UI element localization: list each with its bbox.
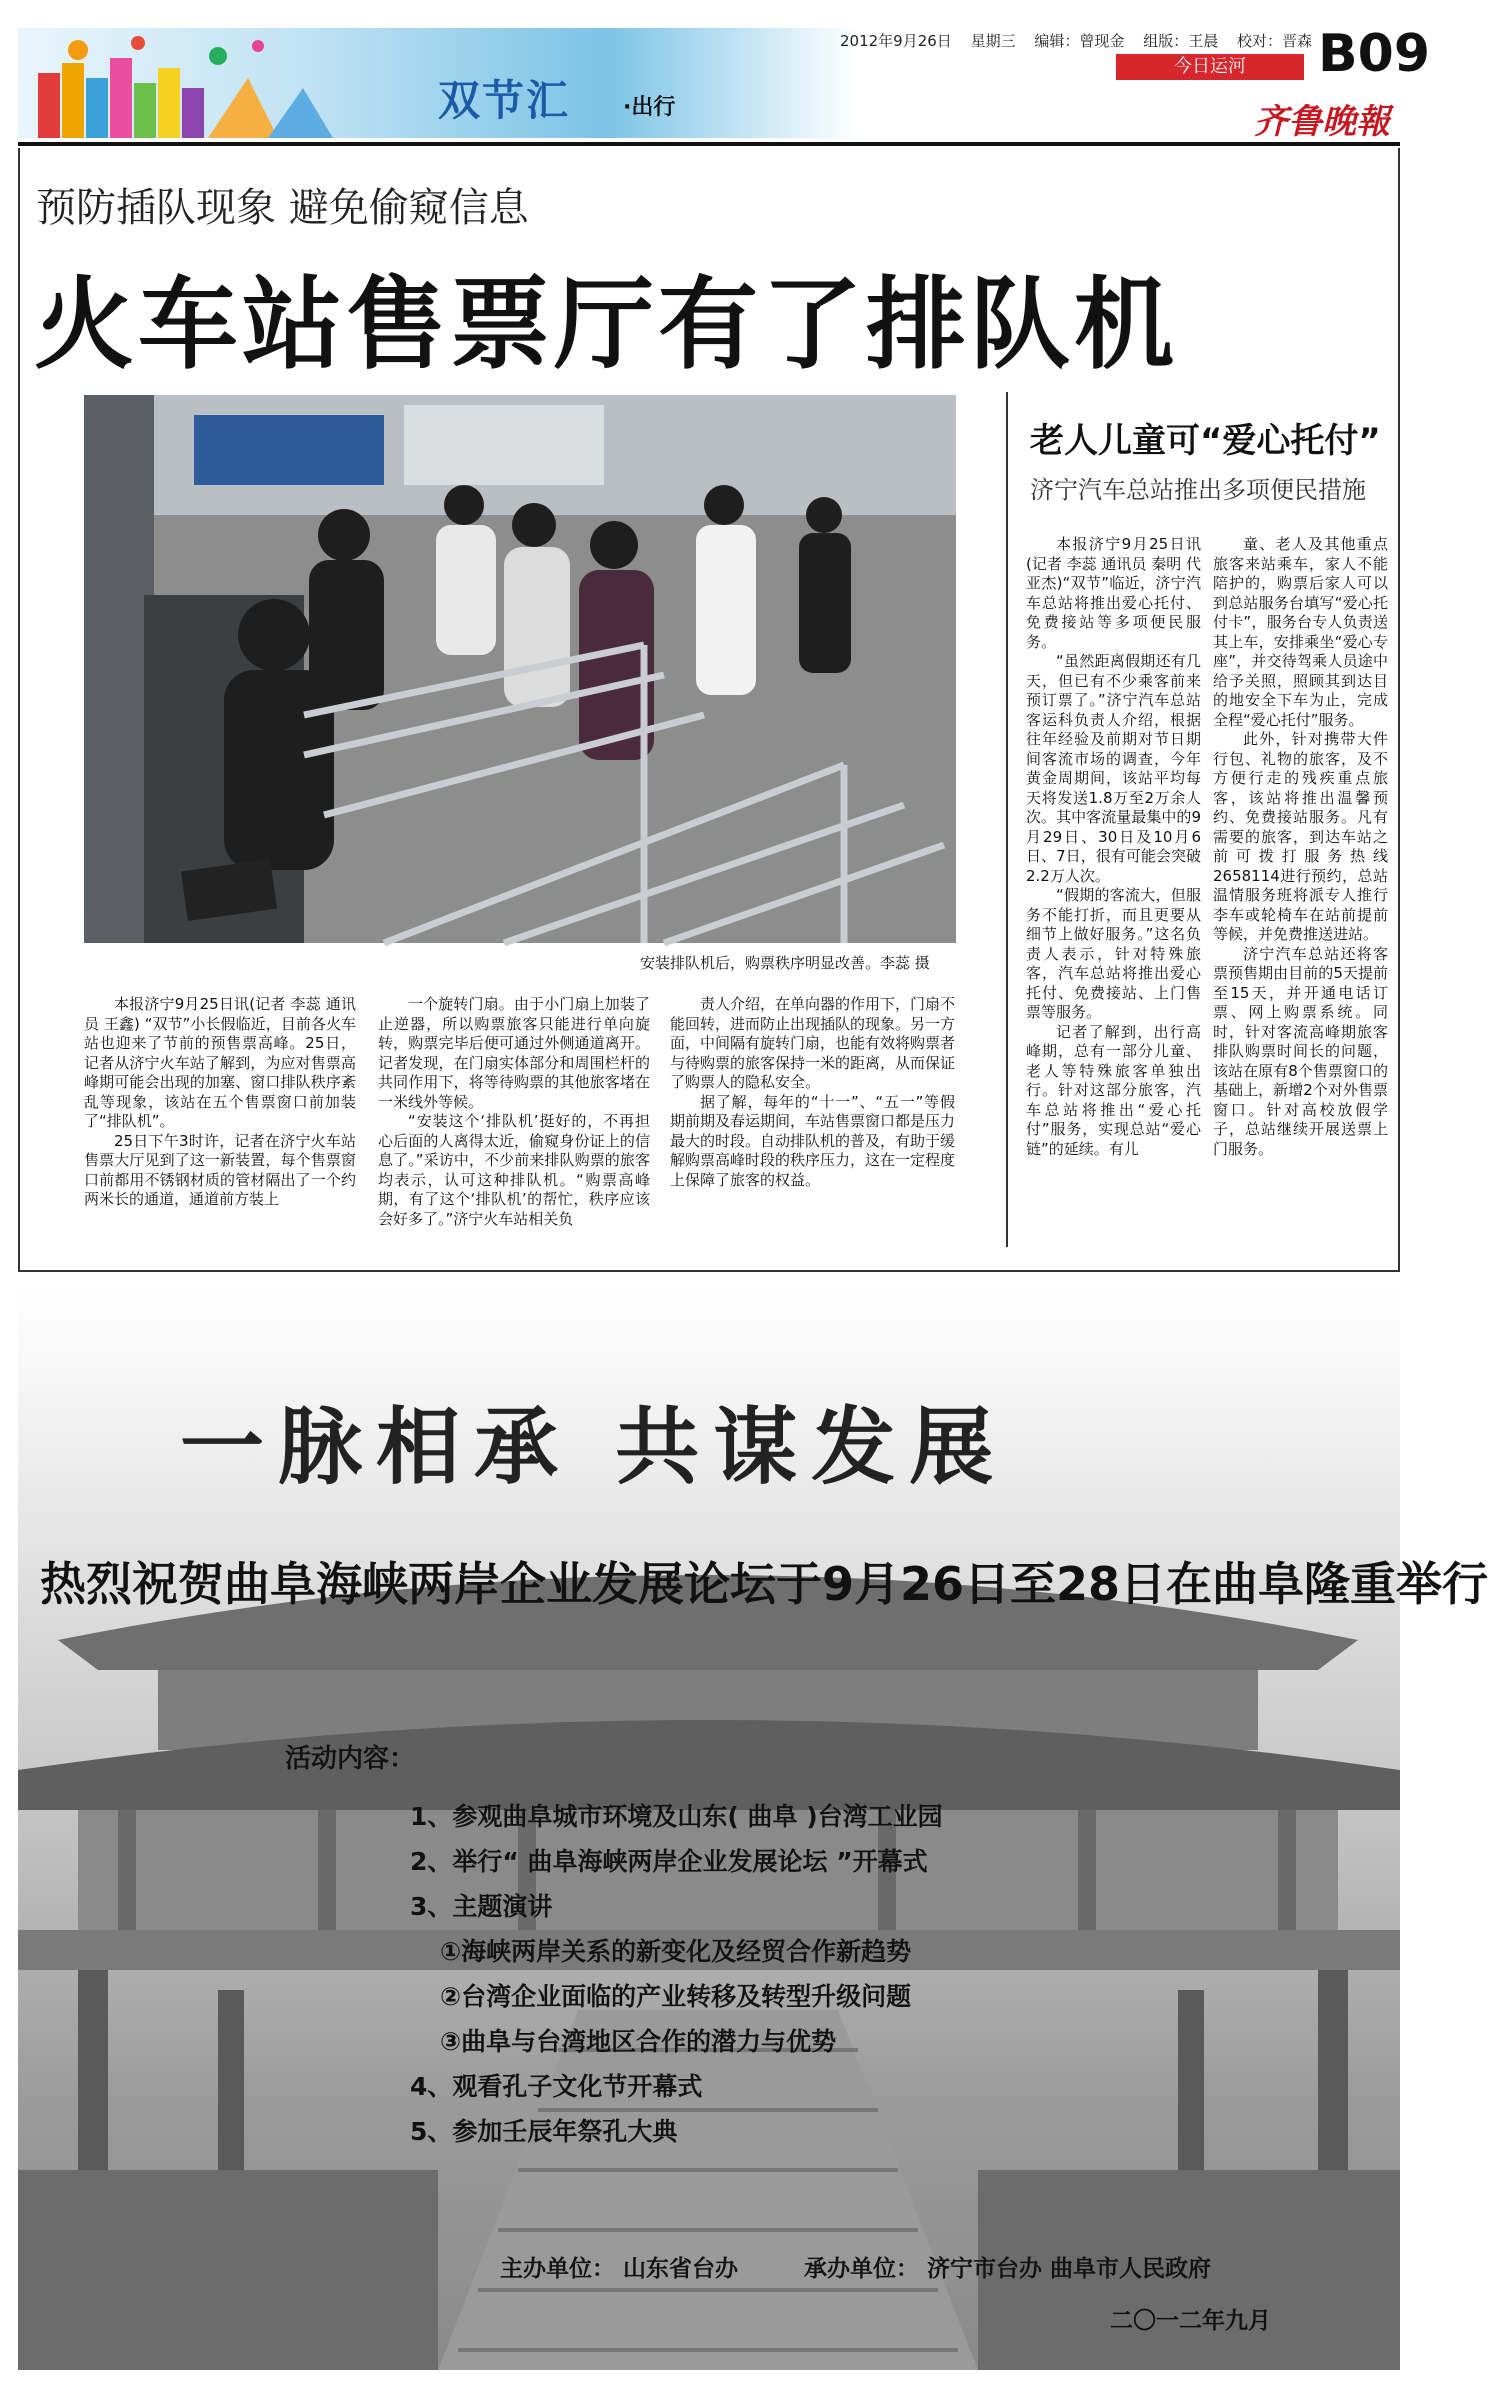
paragraph: 25日下午3时许，记者在济宁火车站售票大厅见到了这一新装置，每个售票窗口前都用不锈钢材质的管材隔出了一个约两米长的通道，通道前方装上	[84, 1131, 356, 1208]
article-photo	[84, 395, 956, 943]
section-title: 双节汇	[438, 76, 571, 125]
side-column-2	[1213, 535, 1388, 1159]
host-organizer: 主办单位： 山东省台办	[500, 2256, 739, 2282]
newspaper-masthead: 齐鲁晚報	[1254, 102, 1390, 142]
activity-item: 5、参加壬辰年祭孔大典	[410, 2117, 678, 2146]
ticket-hall-photo-icon	[84, 395, 956, 943]
ad-headline: 热烈祝贺曲阜海峡两岸企业发展论坛于9月26日至28日在曲阜隆重举行	[40, 1557, 1488, 1611]
editor-credit: 编辑：曾现金	[1034, 32, 1125, 50]
ad-date: 二〇一二年九月	[1110, 2308, 1271, 2334]
issue-weekday: 星期三	[970, 32, 1016, 50]
section-subtitle: ·出行	[623, 95, 676, 120]
paragraph: 记者了解到，出行高峰期，总有一部分儿童、老人等特殊旅客单独出行。针对这部分旅客，汽车总站将推出“爱心托付”服务，实现总站“爱心链”的延续。有儿	[1026, 1022, 1201, 1158]
side-column-1	[1026, 535, 1201, 1159]
edition-meta	[840, 30, 1326, 51]
article-column-2	[378, 995, 650, 1229]
page-header	[0, 0, 1430, 150]
article-column-1	[84, 995, 356, 1210]
proof-credit: 校对：晋森	[1236, 32, 1312, 50]
paragraph: “安装这个‘排队机’挺好的，不再担心后面的人离得太近，偷窥身份证上的信息了。”采访中，不少前来排队购票的旅客均表示，认可这种排队机。“购票高峰期，有了这个‘排队机’的帮忙，秩序应该会好多了。”济宁火车站相关负	[378, 1112, 650, 1228]
side-article-subtitle: 济宁汽车总站推出多项便民措施	[1030, 476, 1366, 504]
paragraph: 据了解，每年的“十一”、“五一”等假期前期及春运期间，车站售票窗口都是压力最大的时段。自动排队机的普及，有助于缓解购票高峰时段的秩序压力，这在一定程度上保障了旅客的权益。	[670, 1092, 956, 1189]
side-article-title: 老人儿童可“爱心托付”	[1030, 421, 1381, 461]
activity-subitem: ③曲阜与台湾地区合作的潜力与优势	[440, 2027, 837, 2056]
article-headline: 火车站售票厅有了排队机	[34, 266, 1178, 383]
paragraph: 此外，针对携带大件行包、礼物的旅客，及不方便行走的残疾重点旅客，该站将推出温馨预约、免费接站服务。凡有需要的旅客，到达车站之前可拨打服务热线2658114进行预约，总站温情服务班将派专人推行李车或轮椅车在站前提前等候，并免费推送进站。	[1213, 730, 1388, 943]
article-column-3	[670, 995, 955, 1190]
column-tag: 今日运河	[1116, 54, 1304, 80]
header-rule	[18, 142, 1400, 146]
activity-list-label: 活动内容：	[285, 1744, 416, 1774]
paragraph: 童、老人及其他重点旅客来站乘车，家人不能陪护的，购票后家人可以到总站服务台填写“爱心托付卡”，服务台专人负责送其上车，安排乘坐“爱心专座”，并交待驾乘人员途中给予关照，照顾其到达目的地安全下车为止，完成全程“爱心托付”服务。	[1213, 535, 1388, 729]
section-banner	[18, 28, 858, 138]
paragraph: 本报济宁9月25日讯(记者 李蕊 通讯员 王鑫) “双节”小长假临近，目前各火车站也迎来了节前的预售票高峰。25日，记者从济宁火车站了解到，为应对售票高峰期可能会出现的加塞、窗口排队秩序紊乱等现象，该站在五个售票窗口前加装了“排队机”。	[84, 995, 356, 1130]
ad-slogan: 一脉相承 共谋发展	[180, 1397, 1008, 1496]
page-number: B09	[1318, 24, 1430, 84]
paragraph: 本报济宁9月25日讯(记者 李蕊 通讯员 秦明 代亚杰)“双节”临近，济宁汽车总站将推出爱心托付、免费接站等多项便民服务。	[1026, 535, 1201, 651]
article-kicker: 预防插队现象 避免偷窥信息	[36, 185, 529, 231]
paragraph: 一个旋转门扇。由于小门扇上加装了止逆器，所以购票旅客只能进行单向旋转，购票完毕后便可通过外侧通道离开。记者发现，在门扇实体部分和周围栏杆的共同作用下，将等待购票的其他旅客堵在一米线外等候。	[378, 995, 650, 1111]
paragraph: “假期的客流大，但服务不能打折，而且更要从细节上做好服务。”这名负责人表示，针对特殊旅客，汽车总站将推出爱心托付、免费接站、上门售票等服务。	[1026, 886, 1201, 1021]
paragraph: “虽然距离假期还有几天，但已有不少乘客前来预订票了。”济宁汽车总站客运科负责人介绍，根据往年经验及前期对节日期间客流市场的调查，今年黄金周期间，该站平均每天将发送1.8万至2万余人次。其中客流量最集中的9月29日、30日及10月6日、7日，很有可能会突破2.2万人次。	[1026, 652, 1201, 885]
column-divider	[1006, 392, 1008, 1247]
activity-item: 3、主题演讲	[410, 1892, 553, 1921]
activity-subitem: ②台湾企业面临的产业转移及转型升级问题	[440, 1982, 912, 2011]
issue-date: 2012年9月26日	[840, 32, 952, 50]
photo-caption: 安装排队机后，购票秩序明显改善。李蕊 摄	[640, 954, 930, 972]
paragraph: 济宁汽车总站还将客票预售期由目前的5天提前至15天，并开通电话订票、网上购票系统。同时，针对客流高峰期旅客排队购票时间长的问题，该站在原有8个售票窗口的基础上，新增2个对外售票窗口。针对高校放假学子，总站继续开展送票上门服务。	[1213, 944, 1388, 1158]
co-organizer: 承办单位： 济宁市台办 曲阜市人民政府	[804, 2256, 1212, 2282]
activity-item: 4、观看孔子文化节开幕式	[410, 2072, 703, 2101]
activity-subitem: ①海峡两岸关系的新变化及经贸合作新趋势	[440, 1937, 912, 1966]
layout-credit: 组版：王晨	[1143, 32, 1219, 50]
paragraph: 责人介绍，在单向器的作用下，门扇不能回转，进而防止出现插队的现象。另一方面，中间隔有旋转门扇，也能有效将购票者与待购票的旅客保持一米的距离，从而保证了购票人的隐私安全。	[670, 995, 956, 1091]
activity-item: 1、参观曲阜城市环境及山东( 曲阜 )台湾工业园	[410, 1802, 943, 1831]
festive-decoration-icon	[18, 28, 348, 138]
organizers-line	[500, 2250, 1269, 2283]
activity-item: 2、举行“ 曲阜海峡两岸企业发展论坛 ”开幕式	[410, 1847, 928, 1876]
